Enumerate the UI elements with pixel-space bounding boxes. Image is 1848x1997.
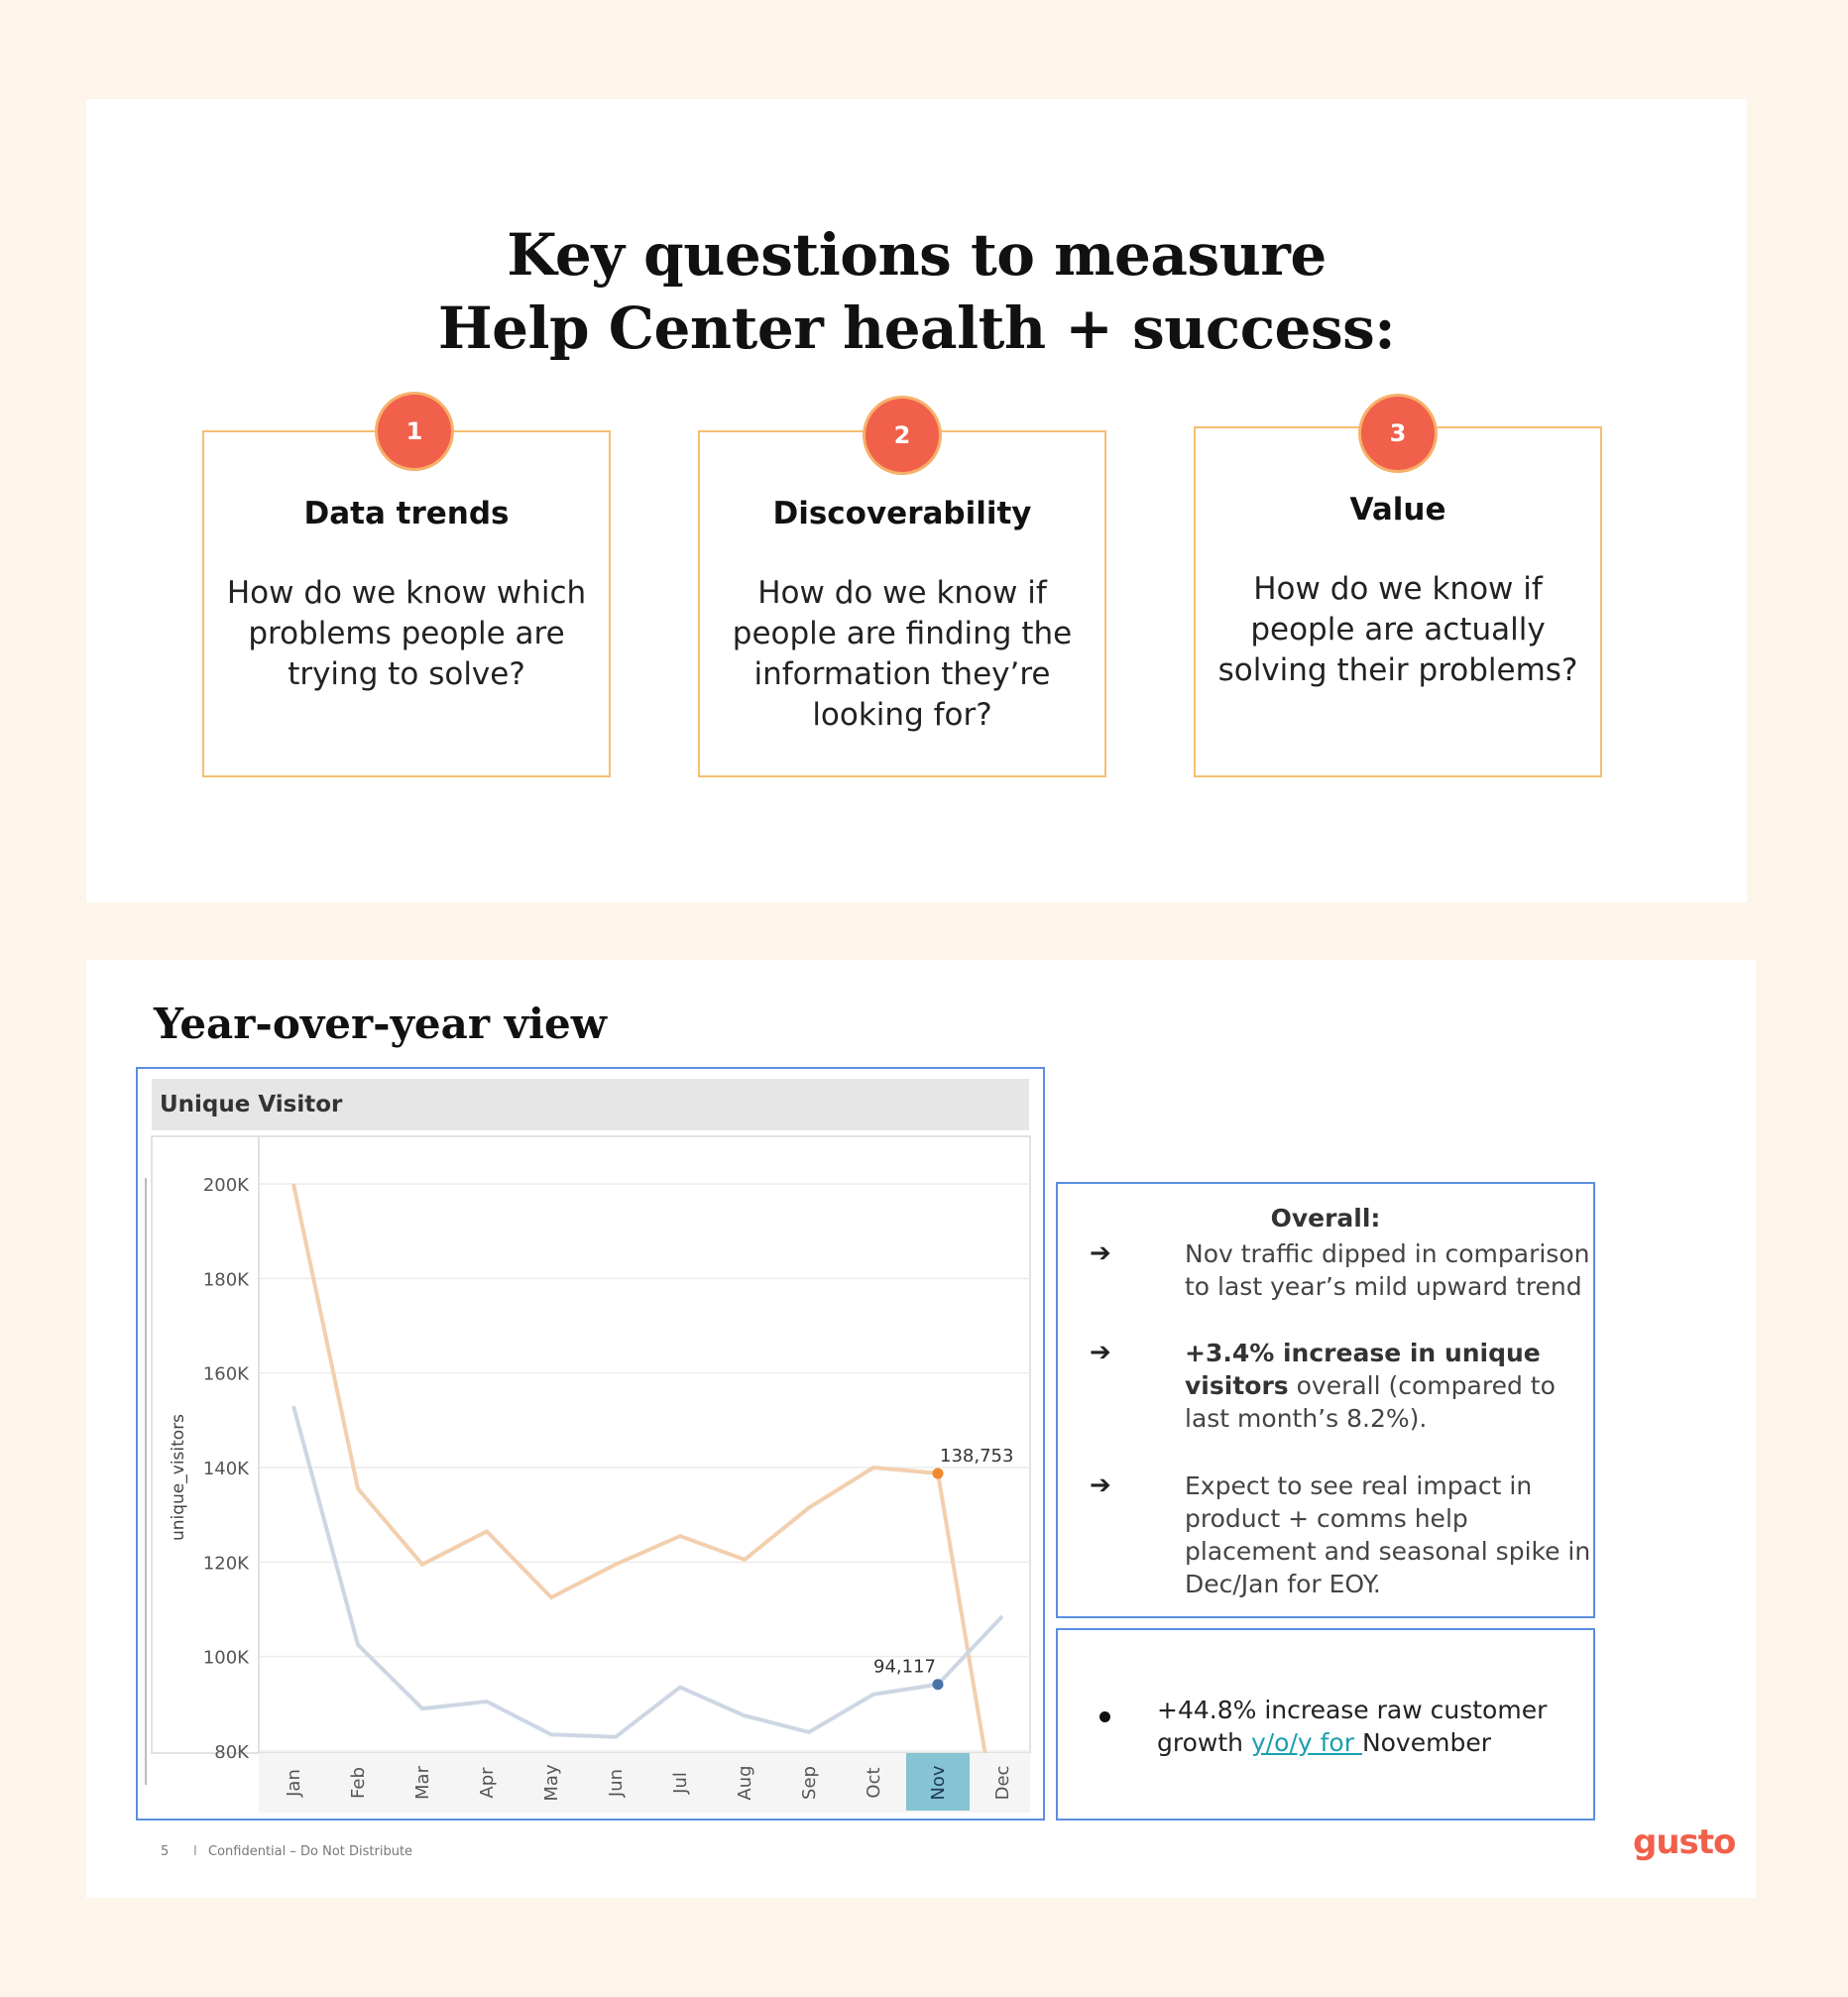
chart-header: Unique Visitor xyxy=(152,1079,1029,1130)
x-tick-label: Apr xyxy=(477,1767,498,1799)
card-value xyxy=(1194,426,1602,777)
x-tick-label: Nov xyxy=(928,1765,949,1801)
series-line-2 xyxy=(293,1406,1002,1737)
growth-notes-box xyxy=(1056,1628,1595,1821)
x-tick-label: Dec xyxy=(992,1765,1013,1801)
x-tick-label: Sep xyxy=(799,1766,820,1800)
growth-text-start: +44.8% increase raw customer growth xyxy=(1157,1696,1548,1757)
overall-heading: Overall: xyxy=(1270,1204,1381,1233)
y-tick-label: 120K xyxy=(202,1553,249,1575)
data-label-2: 94,117 xyxy=(873,1656,936,1678)
data-label-1: 138,753 xyxy=(940,1445,1014,1467)
footer-page-number: 5 xyxy=(161,1844,170,1859)
y-tick-label: 80K xyxy=(214,1742,249,1763)
gusto-logo: gusto xyxy=(1633,1822,1736,1862)
note-text-1: Nov traffic dipped in comparison to last year’s mild upward trend xyxy=(1185,1239,1590,1301)
title-line-1: Key questions to measure xyxy=(507,221,1327,289)
x-tick-label: Jul xyxy=(670,1772,691,1794)
y-tick-label: 160K xyxy=(202,1363,249,1385)
right-arrow-icon: ➔ xyxy=(1090,1470,1111,1500)
number-badge-3: 3 xyxy=(1361,397,1435,470)
card-title: Discoverability xyxy=(772,496,1032,531)
note-text-3: Expect to see real impact in product + comms help placement and seasonal spike in Dec/Jan for EOY. xyxy=(1185,1471,1591,1598)
right-arrow-icon: ➔ xyxy=(1090,1238,1111,1268)
card-data-trends xyxy=(202,430,611,777)
number-badge-2: 2 xyxy=(866,399,939,472)
bullet-dot-icon xyxy=(1099,1711,1110,1722)
right-arrow-icon: ➔ xyxy=(1090,1338,1111,1367)
x-tick-label: Oct xyxy=(864,1767,884,1799)
x-tick-label: Mar xyxy=(412,1766,433,1800)
slide-year-over-year xyxy=(86,960,1756,1898)
highlight-point-2 xyxy=(933,1679,944,1690)
overall-notes-box xyxy=(1056,1182,1595,1618)
chart-frame xyxy=(136,1067,1045,1821)
y-tick-label: 140K xyxy=(202,1459,249,1479)
y-tick-label: 180K xyxy=(202,1269,249,1291)
y-tick-label: 200K xyxy=(202,1175,249,1196)
note-text-2 xyxy=(1185,1337,1601,1435)
y-tick-label: 100K xyxy=(202,1647,249,1669)
yoy-link[interactable]: y/o/y for xyxy=(1250,1728,1362,1757)
card-title: Data trends xyxy=(303,496,510,531)
x-tick-label: May xyxy=(541,1764,562,1802)
slide1-title xyxy=(86,218,1747,365)
card-body: How do we know if people are actually solving their problems? xyxy=(1217,571,1578,688)
x-tick-label: Jun xyxy=(606,1768,627,1798)
slide2-title: Year-over-year view xyxy=(154,999,607,1048)
unique-visitor-chart xyxy=(138,1069,1043,1819)
growth-text-end: November xyxy=(1361,1728,1491,1757)
card-title: Value xyxy=(1349,492,1446,528)
note-bold-text: +3.4% increase in unique visitors xyxy=(1185,1339,1541,1400)
card-body: How do we know which problems people are trying to solve? xyxy=(226,575,587,692)
x-tick-label: Jan xyxy=(284,1769,304,1797)
growth-text xyxy=(1157,1694,1573,1759)
x-tick-label: Feb xyxy=(348,1767,369,1799)
card-discoverability xyxy=(698,430,1106,777)
highlight-point-1 xyxy=(933,1468,944,1478)
number-badge-1: 1 xyxy=(378,395,451,468)
x-tick-label: Aug xyxy=(735,1765,755,1801)
y-axis-label: unique_visitors xyxy=(169,1413,188,1542)
footer-separator: I xyxy=(193,1844,197,1859)
footer-confidential: Confidential – Do Not Distribute xyxy=(208,1844,413,1859)
card-body: How do we know if people are finding the information they’re looking for? xyxy=(732,575,1073,733)
title-line-2: Help Center health + success: xyxy=(437,294,1396,362)
note-rest-text: overall (compared to last month’s 8.2%). xyxy=(1185,1371,1556,1433)
slide-key-questions xyxy=(86,99,1747,902)
